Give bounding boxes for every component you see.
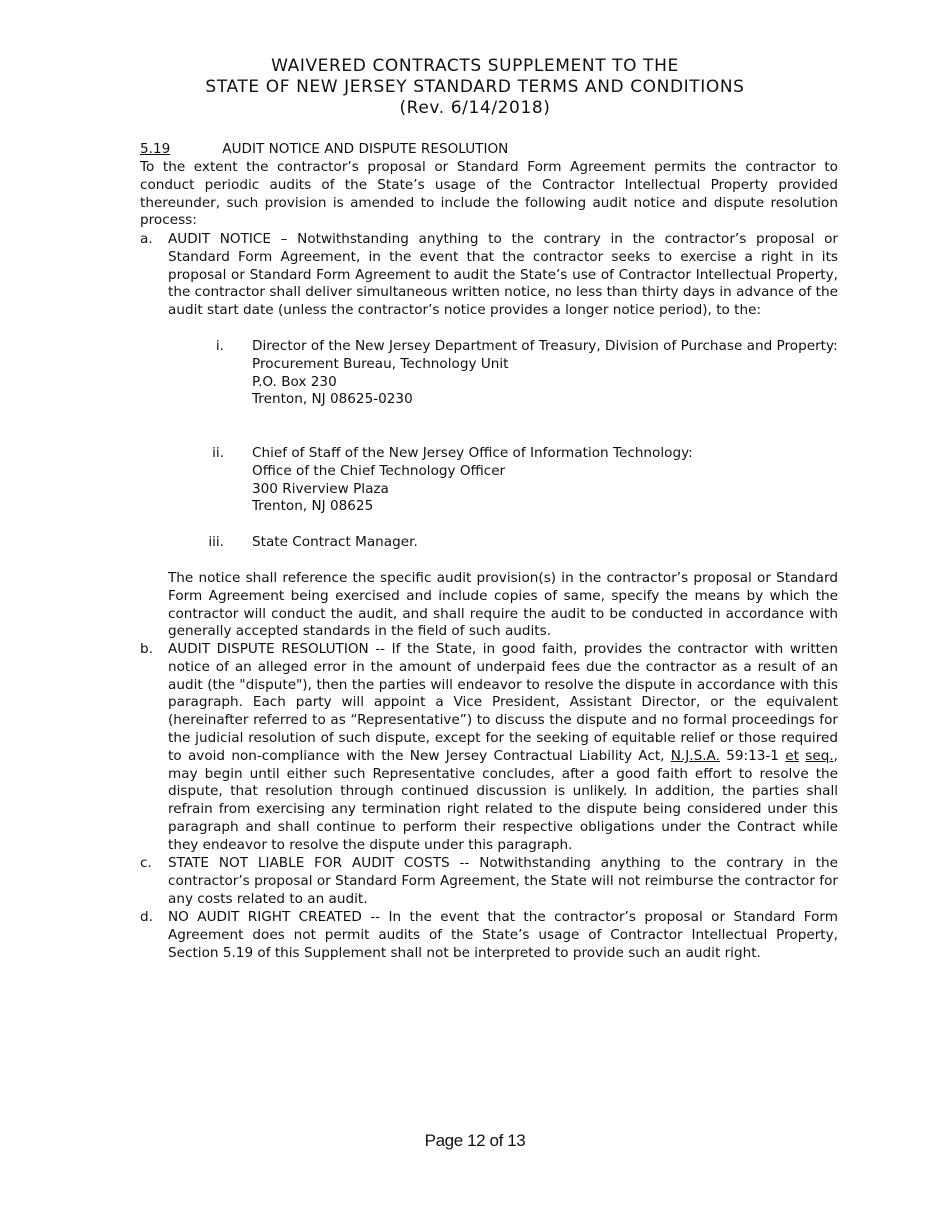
item-b [140, 641, 838, 855]
address-iii-line-1: State Contract Manager. [252, 534, 418, 550]
section-number: 5.19 [140, 141, 171, 157]
address-i-line-2: Procurement Bureau, Technology Unit [252, 355, 509, 372]
item-b-text [168, 641, 838, 855]
header-line-3: (Rev. 6/14/2018) [399, 98, 551, 118]
seq-abbrev: seq. [805, 747, 834, 764]
address-iii-number: iii. [208, 534, 224, 550]
address-i [140, 338, 838, 409]
statute-number: 59:13-1 [719, 747, 786, 764]
document-header [0, 56, 950, 119]
address-iii [140, 534, 838, 552]
item-c [140, 855, 838, 908]
item-a-text: AUDIT NOTICE – Notwithstanding anything to the contrary in the contractor’s proposal or Standard Form Agreement, in the event that the contractor seeks to exercise a right in its proposal or Standard Form Agreement to audit the State’s use of Contractor Intellectual Property, the contractor shall deliver simultaneous written notice, no less than thirty days in advance of the audit start date (unless the contractor’s notice provides a longer notice period), to the: [168, 231, 838, 319]
item-a [140, 231, 838, 320]
address-i-number: i. [215, 338, 224, 354]
item-c-text: STATE NOT LIABLE FOR AUDIT COSTS -- Notwithstanding anything to the contrary in the contractor’s proposal or Standard Form Agreement, the State will not reimburse the contractor for any costs related to an audit. [168, 855, 838, 907]
header-line-1: WAIVERED CONTRACTS SUPPLEMENT TO THE [271, 56, 679, 76]
page-number: Page 12 of 13 [424, 1131, 526, 1150]
item-a-label: a. [140, 231, 153, 247]
address-ii-line-4: Trenton, NJ 08625 [252, 498, 374, 515]
item-d-label: d. [140, 909, 153, 925]
et-abbrev: et [785, 747, 799, 764]
item-b-text-part-2: , may begin until either such Representative concludes, after a good faith effort to resolve the dispute, that resolution through continued discussion is unlikely. In addition, the parties shall refrain from exercising any termination right related to the dispute being considered under this paragraph and shall continue to perform their respective obligations under the Contract while they endeavor to resolve the dispute under this paragraph. [168, 747, 838, 853]
item-d [140, 909, 838, 962]
address-ii-line-1: Chief of Staff of the New Jersey Office of Information Technology: [252, 445, 693, 461]
section-title: AUDIT NOTICE AND DISPUTE RESOLUTION [222, 141, 509, 157]
address-ii-line-3: 300 Riverview Plaza [252, 480, 389, 497]
address-ii-line-2: Office of the Chief Technology Officer [252, 462, 506, 479]
address-i-line-4: Trenton, NJ 08625-0230 [252, 391, 413, 408]
address-ii [140, 445, 838, 516]
notice-paragraph-text: The notice shall reference the specific audit provision(s) in the contractor’s proposal or Standard Form Agreement being exercised and include copies of same, specify the means by which the contractor will conduct the audit, and shall require the audit to be conducted in accordance with generally accepted standards in the field of such audits. [168, 570, 838, 640]
address-ii-number: ii. [212, 445, 224, 461]
notice-paragraph [140, 570, 838, 641]
section-heading [140, 141, 508, 157]
address-i-line-1: Director of the New Jersey Department of Treasury, Division of Purchase and Property: [252, 338, 838, 354]
item-b-label: b. [140, 641, 153, 657]
header-line-2: STATE OF NEW JERSEY STANDARD TERMS AND CONDITIONS [205, 77, 745, 97]
address-i-line-3: P.O. Box 230 [252, 373, 337, 390]
item-c-label: c. [140, 855, 152, 871]
item-d-text: NO AUDIT RIGHT CREATED -- In the event that the contractor’s proposal or Standard Form Agreement does not permit audits of the State’s usage of Contractor Intellectual Property, Section 5.19 of this Supplement shall not be interpreted to provide such an audit right. [168, 909, 838, 961]
section-intro: To the extent the contractor’s proposal or Standard Form Agreement permits the contractor to conduct periodic audits of the State’s usage of the Contractor Intellectual Property provided thereunder, such provision is amended to include the following audit notice and dispute resolution process: [140, 159, 838, 229]
item-b-text-part-1: AUDIT DISPUTE RESOLUTION -- If the State, in good faith, provides the contractor with written notice of an alleged error in the amount of underpaid fees due the contractor as a result of an audit (the "dispute"), then the parties will endeavor to resolve the dispute in accordance with this paragraph. Each party will appoint a Vice President, Assistant Director, or the equivalent (hereinafter referred to as “Representative”) to discuss the dispute and no formal proceedings for the judicial resolution of such dispute, except for the seeking of equitable relief or those required to avoid non-compliance with the New Jersey Contractual Liability Act, [168, 641, 838, 764]
statute-citation: N.J.S.A. [670, 747, 720, 764]
